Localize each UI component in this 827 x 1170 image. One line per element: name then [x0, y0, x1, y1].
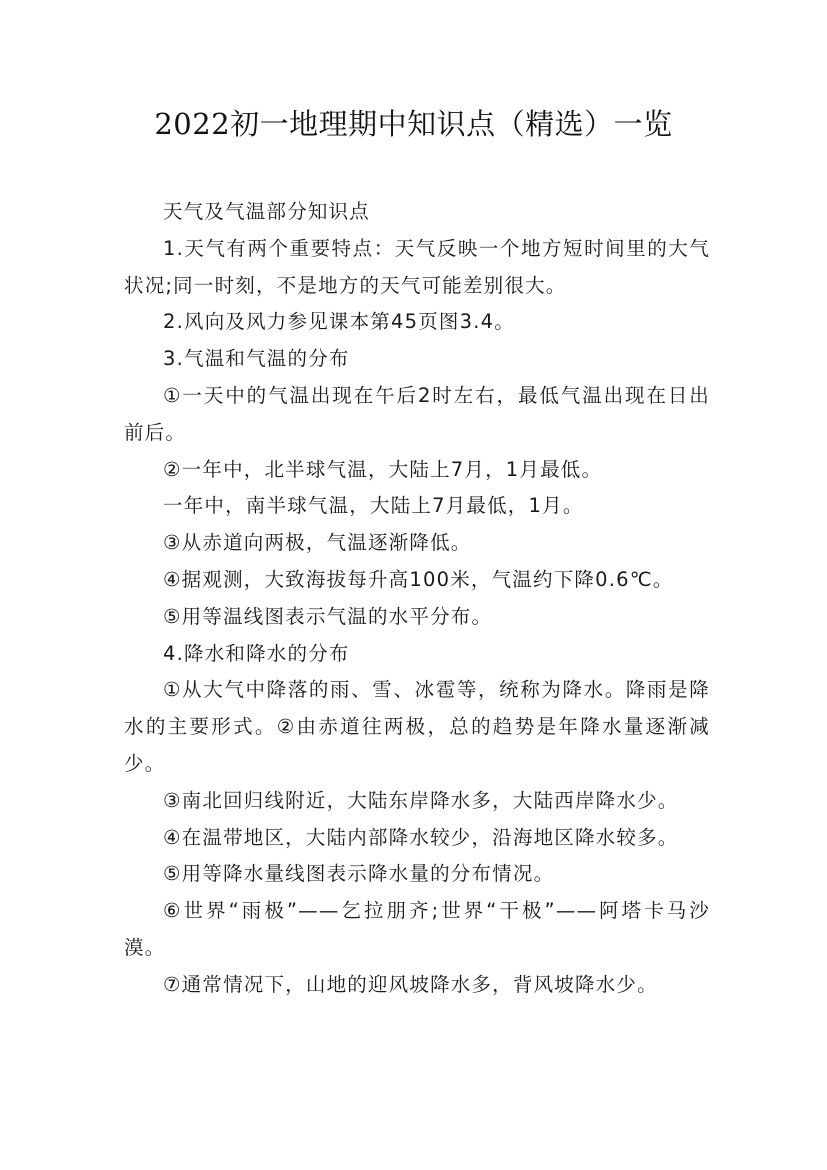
paragraph-point-3-heading: 3.气温和气温的分布 — [163, 347, 350, 371]
document-title: 2022初一地理期中知识点（精选）一览 — [154, 107, 673, 141]
paragraph-point-4-heading: 4.降水和降水的分布 — [163, 641, 350, 665]
paragraph-temp-item-2: ②一年中，北半球气温，大陆上7月，1月最低。 — [163, 457, 603, 481]
paragraph-rain-item-6: ⑥世界“雨极”——乞拉朋齐;世界“干极”——阿塔卡马沙漠。 — [124, 899, 710, 959]
paragraph-rain-item-5: ⑤用等降水量线图表示降水量的分布情况。 — [163, 862, 555, 886]
paragraph-point-1: 1.天气有两个重要特点：天气反映一个地方短时间里的大气状况;同一时刻，不是地方的天气可能差别很大。 — [124, 236, 710, 297]
paragraph-rain-item-1-2: ①从大气中降落的雨、雪、冰雹等，统称为降水。降雨是降水的主要形式。②由赤道往两极，总的趋势是年降水量逐渐减少。 — [124, 678, 710, 775]
paragraph-temp-item-2b: 一年中，南半球气温，大陆上7月最低，1月。 — [163, 494, 584, 518]
document-body — [124, 194, 710, 1004]
paragraph-temp-item-1: ①一天中的气温出现在午后2时左右，最低气温出现在日出前后。 — [124, 383, 710, 444]
paragraph-section-heading: 天气及气温部分知识点 — [163, 200, 371, 223]
paragraph-rain-item-4: ④在温带地区，大陆内部降水较少，沿海地区降水较多。 — [163, 825, 679, 849]
paragraph-rain-item-7: ⑦通常情况下，山地的迎风坡降水多，背风坡降水少。 — [163, 972, 658, 996]
paragraph-rain-item-3: ③南北回归线附近，大陆东岸降水多，大陆西岸降水少。 — [163, 788, 679, 812]
paragraph-temp-item-3: ③从赤道向两极，气温逐渐降低。 — [163, 531, 472, 555]
paragraph-point-2: 2.风向及风力参见课本第45页图3.4。 — [163, 310, 515, 334]
paragraph-temp-item-5: ⑤用等温线图表示气温的水平分布。 — [163, 604, 493, 628]
paragraph-temp-item-4: ④据观测，大致海拔每升高100米，气温约下降0.6℃。 — [163, 567, 674, 591]
